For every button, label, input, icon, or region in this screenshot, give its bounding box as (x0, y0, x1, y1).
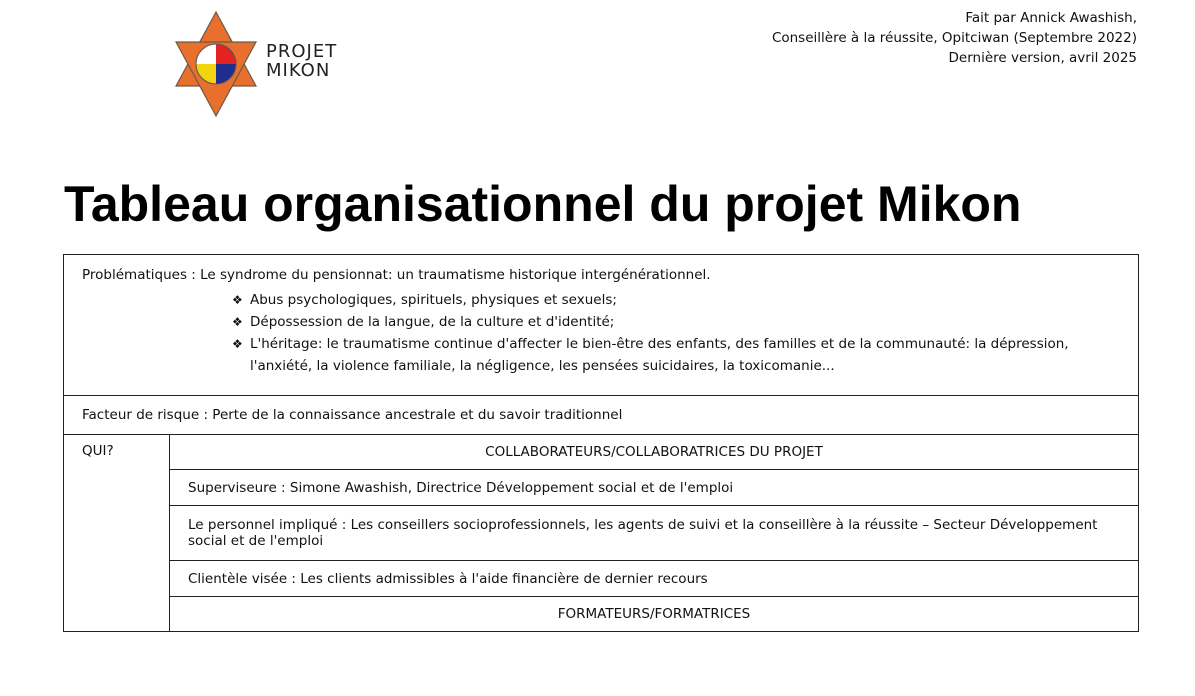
author-block (772, 8, 1137, 68)
personnel-cell: Le personnel impliqué : Les conseillers socioprofessionnels, les agents de suivi et la conseillère à la réussite – Secteur Développement social et de l'emploi (170, 506, 1139, 561)
logo-line-2: MIKON (266, 60, 331, 81)
diamond-bullet-icon: ❖ (232, 315, 243, 329)
table-row-clientele (64, 561, 1139, 597)
formateurs-header-cell: FORMATEURS/FORMATRICES (170, 597, 1139, 632)
table-row-formateurs-header (64, 597, 1139, 632)
list-item (232, 289, 1120, 311)
risk-cell: Facteur de risque : Perte de la connaissance ancestrale et du savoir traditionnel (64, 396, 1139, 435)
table-row-risk (64, 396, 1139, 435)
logo-line-1: PROJET (266, 41, 338, 62)
author-line-3: Dernière version, avril 2025 (948, 50, 1137, 66)
page-title: Tableau organisationnel du projet Mikon (64, 176, 1022, 232)
diamond-bullet-icon: ❖ (232, 337, 243, 351)
list-item (232, 333, 1120, 377)
table-row-collab-header (64, 435, 1139, 470)
problematiques-list (232, 289, 1120, 377)
problematiques-intro: Problématiques : Le syndrome du pensionnat: un traumatisme historique intergénérationnel. (82, 267, 711, 283)
problematiques-item-3: L'héritage: le traumatisme continue d'affecter le bien-être des enfants, des familles et de la communauté: la dépression, l'anxiété, la violence familiale, la négligence, les pensées suicidaires, la toxicomanie... (250, 336, 1069, 374)
logo-text (266, 42, 337, 80)
star-medicine-wheel-icon (168, 8, 268, 118)
problematiques-item-2: Dépossession de la langue, de la culture et d'identité; (250, 314, 615, 330)
diamond-bullet-icon: ❖ (232, 293, 243, 307)
clientele-cell: Clientèle visée : Les clients admissibles à l'aide financière de dernier recours (170, 561, 1139, 597)
qui-label: QUI? (64, 435, 170, 632)
list-item (232, 311, 1120, 333)
author-line-1: Fait par Annick Awashish, (965, 10, 1137, 26)
author-line-2: Conseillère à la réussite, Opitciwan (Septembre 2022) (771, 30, 1137, 46)
problematiques-item-1: Abus psychologiques, spirituels, physiques et sexuels; (250, 292, 617, 308)
superviseure-cell: Superviseure : Simone Awashish, Directrice Développement social et de l'emploi (170, 470, 1139, 506)
table-row-personnel (64, 506, 1139, 561)
table-row-problematiques (64, 255, 1139, 396)
problematiques-cell (64, 255, 1139, 396)
table-row-superviseure (64, 470, 1139, 506)
organisation-table (63, 254, 1139, 632)
collab-header-cell: COLLABORATEURS/COLLABORATRICES DU PROJET (170, 435, 1139, 470)
